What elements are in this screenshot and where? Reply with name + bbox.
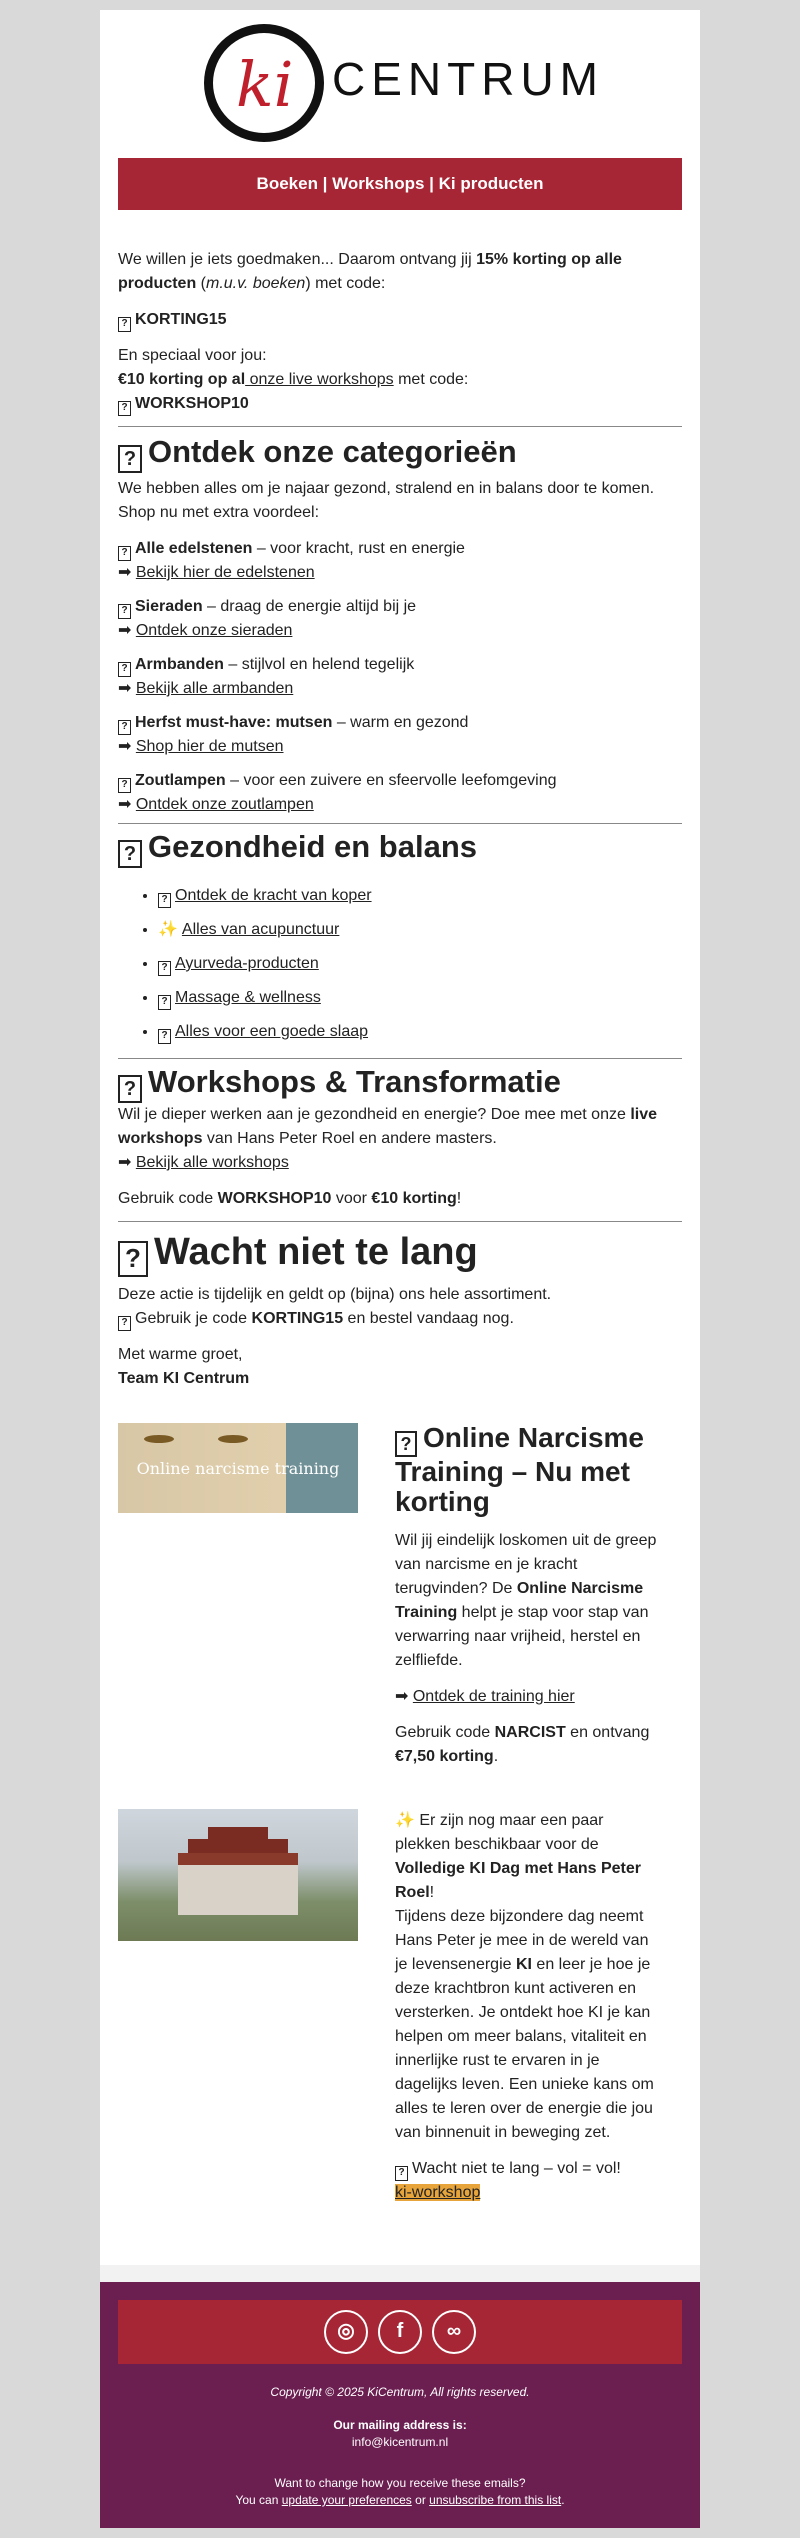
narcisme-text: Wil jij eindelijk loskomen uit de greep van narcisme en je kracht terugvinden? De (395, 1532, 657, 1597)
code-text: Gebruik code (118, 1190, 218, 1207)
copyright-text: Copyright © 2025 KiCentrum, All rights reserved. (270, 2385, 530, 2399)
code-text: . (493, 1748, 499, 1765)
temple-band (178, 1853, 298, 1865)
code-korting15: KORTING15 (251, 1310, 344, 1327)
facebook-icon[interactable]: f (378, 2310, 422, 2354)
ring-icon: ? (118, 604, 131, 619)
category-item (118, 537, 682, 585)
shopping-icon: ? (118, 445, 142, 473)
intro-text: ) met code: (305, 275, 386, 292)
wait-text: Gebruik je code (135, 1310, 252, 1327)
categories-intro: We hebben alles om je najaar gezond, stralend en in balans door te komen. Shop nu met extra voordeel: (118, 480, 655, 521)
ticket-icon: ? (118, 401, 131, 416)
wait-title-text: Wacht niet te lang (154, 1231, 478, 1273)
footer (100, 2282, 700, 2528)
category-desc: – draag de energie altijd bij je (202, 598, 417, 615)
preferences-text: You can (235, 2493, 282, 2507)
code-korting15: KORTING15 (135, 311, 227, 328)
category-link[interactable]: Bekijk alle armbanden (135, 680, 294, 697)
health-item (158, 918, 682, 942)
category-name: Armbanden (135, 656, 224, 673)
category-list (118, 537, 682, 817)
health-link[interactable]: Alles voor een goede slaap (175, 1023, 369, 1040)
narcisme-text: helpt je stap voor stap van verwarring naar vrijheid, herstel en zelfliefde. (395, 1604, 649, 1669)
code-text: ! (456, 1190, 462, 1207)
hourglass-icon: ? (395, 2166, 408, 2181)
category-item (118, 711, 682, 759)
signature (118, 1343, 682, 1391)
intro-text: We willen je iets goedmaken... Daarom ontvang jij (118, 251, 477, 268)
wait-text: Deze actie is tijdelijk en geldt op (bijna) ons hele assortiment. (118, 1286, 552, 1303)
category-name: Sieraden (135, 598, 203, 615)
narcisme-paragraph (395, 1529, 660, 1673)
bracelet-icon: ? (118, 662, 131, 677)
code-text: en ontvang (565, 1724, 650, 1741)
category-desc: – voor kracht, rust en energie (252, 540, 465, 557)
leaf-icon: ? (118, 840, 142, 868)
health-item (158, 884, 682, 908)
kiday-block (118, 1809, 682, 2205)
workshops-title-text: Workshops & Transformatie (148, 1064, 561, 1099)
category-link[interactable]: Ontdek onze zoutlampen (135, 796, 314, 813)
workshops-code-line (118, 1187, 682, 1211)
categories-title (118, 433, 682, 473)
update-preferences-link[interactable]: update your preferences (281, 2493, 412, 2507)
massage-icon: ? (158, 995, 171, 1010)
health-item (158, 1020, 682, 1044)
content (100, 210, 700, 2265)
category-name: Zoutlampen (135, 772, 226, 789)
all-workshops-link[interactable]: Bekijk alle workshops (135, 1154, 289, 1171)
point-icon: ? (118, 1316, 131, 1331)
narcisme-title-text: Online Narcisme Training – Nu met korting (395, 1422, 644, 1517)
health-link[interactable]: Ontdek de kracht van koper (175, 887, 372, 904)
wait-title (118, 1228, 682, 1277)
live-workshops-link[interactable]: onze live workshops (245, 371, 394, 388)
copper-icon: ? (158, 893, 171, 908)
code-workshop10: WORKSHOP10 (217, 1190, 332, 1207)
code-bold: €10 korting (371, 1190, 457, 1207)
workshops-bold: live workshops (118, 1106, 657, 1147)
gem-icon: ? (118, 546, 131, 561)
sleep-icon: ? (158, 1029, 171, 1044)
logo-ki: ki (236, 48, 294, 121)
clock-icon: ? (118, 1241, 148, 1277)
arrow-icon: ➡ (395, 1688, 409, 1705)
kiday-text: ! (429, 1884, 435, 1901)
temple-roof-top (208, 1827, 268, 1839)
logo-name: CENTRUM (332, 53, 604, 105)
instagram-icon[interactable]: ◎ (324, 2310, 368, 2354)
intro-text: ( (196, 275, 206, 292)
special-bold: €10 korting op al (118, 371, 246, 388)
arrow-icon: ➡ (118, 622, 132, 639)
arrow-icon: ➡ (118, 796, 132, 813)
code-text: voor (331, 1190, 372, 1207)
intro-italic: m.u.v. boeken (206, 275, 306, 292)
address-email: info@kicentrum.nl (351, 2435, 449, 2449)
ticket-icon: ? (118, 317, 131, 332)
intro-bold: 15% korting op alle producten (118, 251, 622, 292)
unsubscribe-link[interactable]: unsubscribe from this list (429, 2493, 562, 2507)
wait-text: en bestel vandaag nog. (343, 1310, 514, 1327)
sparkle-icon: ✨ (158, 921, 178, 938)
kiday-paragraph (395, 1809, 660, 2145)
category-item (118, 653, 682, 701)
temple-roof (188, 1839, 288, 1853)
category-item (118, 769, 682, 817)
category-name: Alle edelstenen (135, 540, 253, 557)
workshops-paragraph (118, 1103, 682, 1175)
category-name: Herfst must-have: mutsen (135, 714, 333, 731)
arrow-icon: ➡ (118, 680, 132, 697)
arrow-icon: ➡ (118, 564, 132, 581)
kiday-cta (395, 2157, 660, 2205)
narcisme-link-line (395, 1685, 660, 1709)
sparkle-icon: ✨ (395, 1812, 415, 1829)
health-link[interactable]: Ayurveda-producten (175, 955, 319, 972)
preferences-text: . (561, 2493, 565, 2507)
social-bar (118, 2300, 682, 2364)
category-link[interactable]: Ontdek onze sieraden (135, 622, 293, 639)
intro-paragraph (118, 248, 682, 296)
link-icon[interactable]: ∞ (432, 2310, 476, 2354)
kiday-text: en leer je hoe je deze krachtbron kunt activeren en versterken. Je ontdekt hoe KI je kan helpen om meer balans, vitaliteit en innerlijke rust te ervaren in je dagelijks leven. Een unieke kans om alles te leren over de energie die jou van binnenuit in beweging zet. (395, 1956, 654, 2141)
code-workshop10: WORKSHOP10 (135, 395, 249, 412)
category-link[interactable]: Shop hier de mutsen (135, 738, 284, 755)
kiday-text: Er zijn nog maar een paar plekken beschikbaar voor de (395, 1812, 604, 1853)
eye-graphic (218, 1435, 248, 1443)
herb-icon: ? (158, 961, 171, 976)
category-link[interactable]: Bekijk hier de edelstenen (135, 564, 315, 581)
kiday-bold: Volledige KI Dag met Hans Peter Roel (395, 1860, 641, 1901)
health-item (158, 986, 682, 1010)
narcisme-block (118, 1423, 682, 1769)
narcisme-code-line (395, 1721, 660, 1769)
narcisme-image[interactable] (118, 1423, 358, 1513)
health-link[interactable]: Massage & wellness (175, 989, 321, 1006)
code-text: Gebruik code (395, 1724, 495, 1741)
greeting: Met warme groet, (118, 1346, 243, 1363)
address (100, 2417, 700, 2451)
lamp-icon: ? (118, 778, 131, 793)
special-paragraph (118, 344, 682, 416)
workshops-text: Wil je dieper werken aan je gezondheid en energie? Doe mee met onze (118, 1106, 631, 1123)
team-name: Team KI Centrum (118, 1370, 250, 1387)
health-title (118, 828, 682, 868)
brain-icon: ? (395, 1431, 417, 1457)
growth-icon: ? (118, 1075, 142, 1103)
category-desc: – warm en gezond (332, 714, 469, 731)
arrow-icon: ➡ (118, 738, 132, 755)
hat-icon: ? (118, 720, 131, 735)
special-text: met code: (393, 371, 469, 388)
narcisme-image-caption: Online narcisme training (136, 1459, 340, 1478)
code-narcist: NARCIST (494, 1724, 566, 1741)
logo[interactable] (100, 10, 700, 158)
health-title-text: Gezondheid en balans (148, 829, 477, 864)
health-item (158, 952, 682, 976)
code-bold: €7,50 korting (395, 1748, 494, 1765)
arrow-icon: ➡ (118, 1154, 132, 1171)
preferences-text: Want to change how you receive these emails? (274, 2476, 526, 2490)
temple-image[interactable] (118, 1809, 358, 1941)
narcisme-bold: Online Narcisme Training (395, 1580, 644, 1621)
copyright (100, 2384, 700, 2401)
wait-paragraph (118, 1283, 682, 1331)
kiday-text: Tijdens deze bijzondere dag neemt Hans Peter je mee in de wereld van je levensenergie (395, 1908, 649, 1973)
category-desc: – stijlvol en helend tegelijk (223, 656, 415, 673)
category-desc: – voor een zuivere en sfeervolle leefomgeving (225, 772, 557, 789)
code-line (118, 308, 682, 332)
narcisme-title (395, 1423, 660, 1517)
preferences (100, 2475, 700, 2509)
kiday-wait-text: Wacht niet te lang – vol = vol! (412, 2160, 621, 2177)
kiday-bold: KI (515, 1956, 532, 1973)
nav-bar[interactable]: Boeken | Workshops | Ki producten (118, 158, 682, 210)
ki-workshop-link[interactable]: ki-workshop (395, 2184, 481, 2201)
training-link[interactable]: Ontdek de training hier (412, 1688, 575, 1705)
category-item (118, 595, 682, 643)
workshops-text: van Hans Peter Roel en andere masters. (202, 1130, 497, 1147)
eye-graphic (144, 1435, 174, 1443)
health-link[interactable]: Alles van acupunctuur (181, 921, 340, 938)
health-list (118, 884, 682, 1044)
special-text: En speciaal voor jou: (118, 347, 267, 364)
preferences-text: or (411, 2493, 430, 2507)
email-body (100, 10, 700, 2285)
address-label: Our mailing address is: (333, 2418, 467, 2432)
categories-title-text: Ontdek onze categorieën (148, 434, 517, 469)
workshops-title (118, 1063, 682, 1103)
